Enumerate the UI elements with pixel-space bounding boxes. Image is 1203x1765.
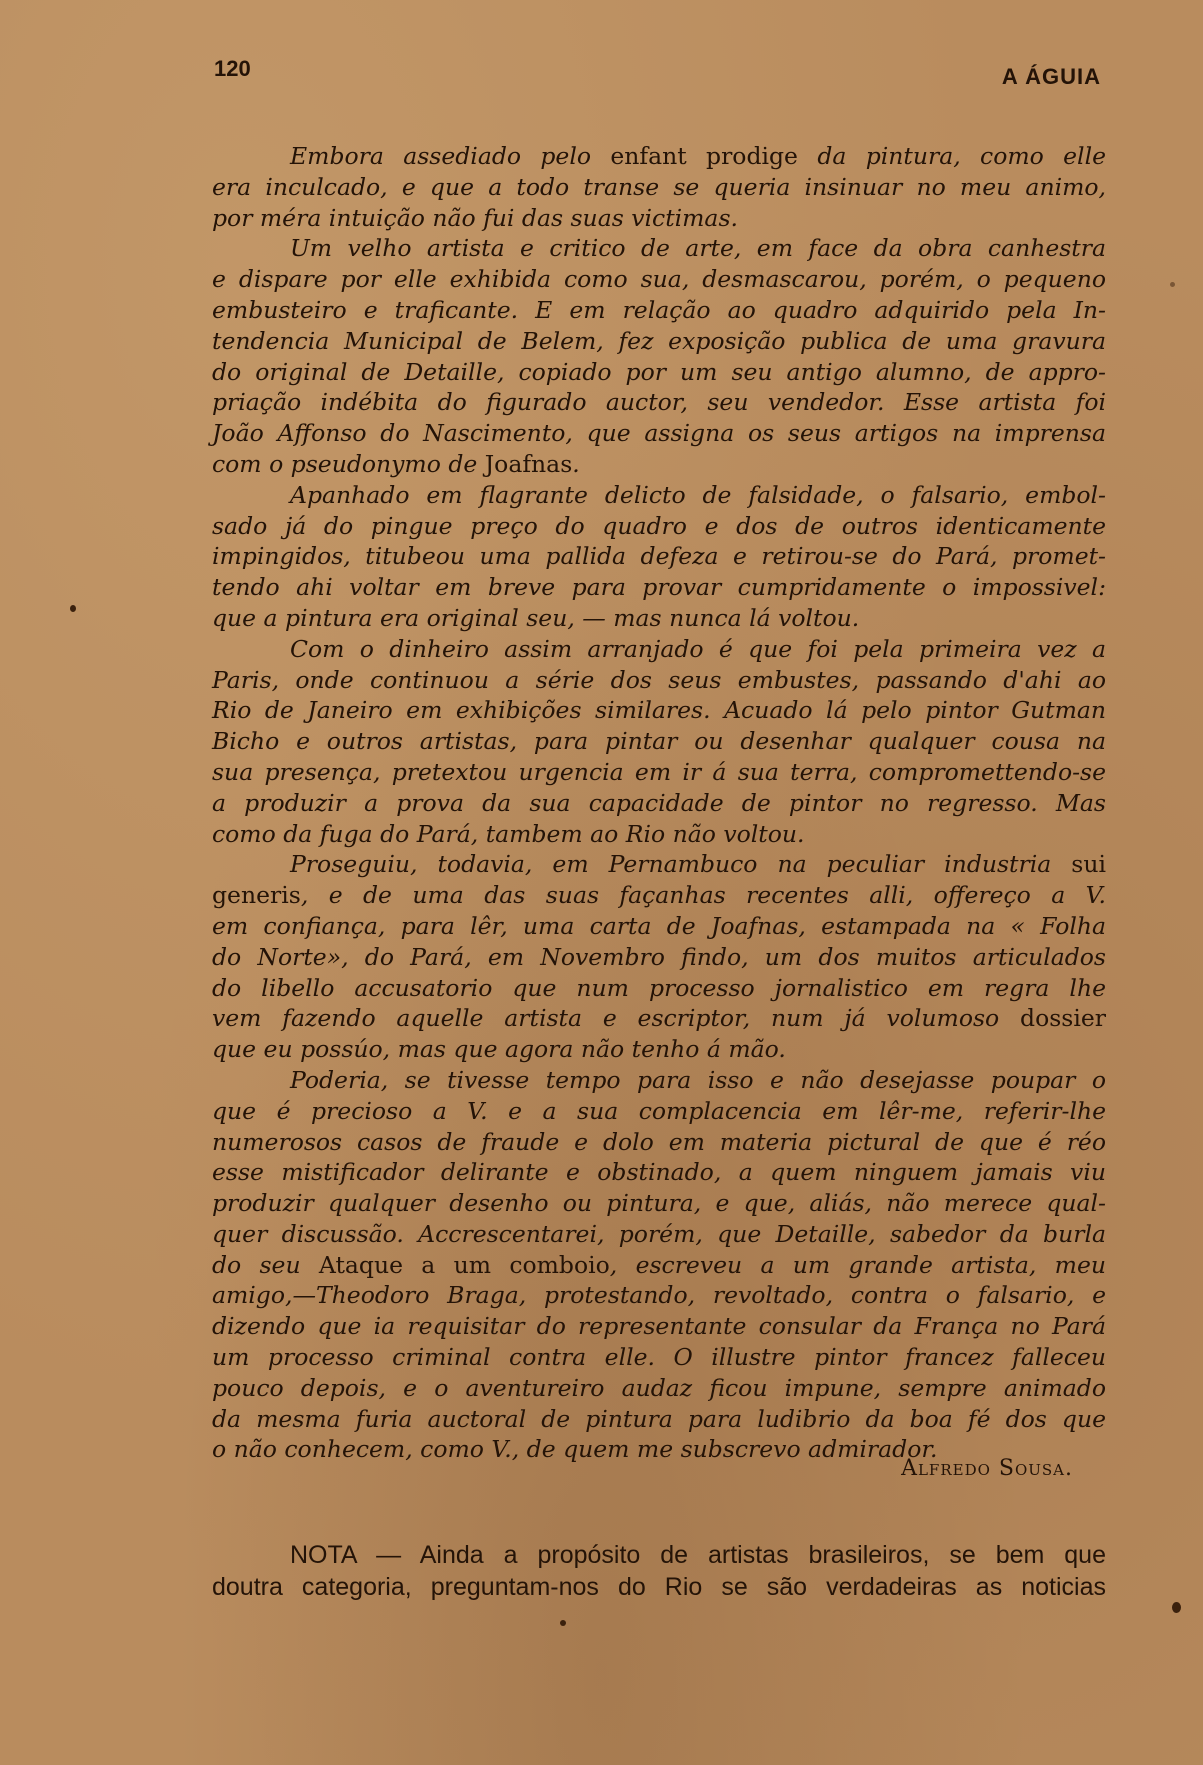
- text-line: [212, 203, 1106, 234]
- text-line-after: , escreveu a um grande artista, meu: [609, 1250, 1106, 1279]
- text-line: [212, 1219, 1106, 1250]
- text-line-main: do seu: [212, 1250, 319, 1279]
- text-line-main: sado já do pingue preço do quadro e dos de outros identicamente: [212, 511, 1106, 540]
- text-line-main: Apanhado em flagrante delicto de falsidade, o falsario, embol-: [290, 480, 1106, 509]
- text-line-main: amigo,—Theodoro Braga, protestando, revoltado, contra o falsario, e: [212, 1281, 1106, 1310]
- text-line: [212, 172, 1106, 203]
- text-line: [212, 449, 1106, 480]
- text-line-main: Bicho e outros artistas, para pintar ou desenhar qualquer cousa na: [212, 727, 1106, 756]
- text-line-main: da mesma furia auctoral de pintura para ludibrio da boa fé dos que: [212, 1404, 1106, 1433]
- text-line-main: Com o dinheiro assim arranjado é que foi pela primeira vez a: [290, 634, 1106, 663]
- text-line-main: Paris, onde continuou a série dos seus embustes, passando d'ahi ao: [212, 665, 1106, 694]
- text-line: [212, 819, 1106, 850]
- text-line-main: embusteiro e traficante. E em relação ao quadro adquirido pela In-: [212, 295, 1106, 324]
- text-line: [212, 634, 1106, 665]
- text-line-main: que eu possúo, mas que agora não tenho á mão.: [212, 1035, 786, 1064]
- page-header: [214, 56, 1101, 96]
- text-line-main: pouco depois, e o aventureiro audaz ficou impune, sempre animado: [212, 1373, 1106, 1402]
- text-line: [212, 788, 1106, 819]
- text-line-main: como da fuga do Pará, tambem ao Rio não voltou.: [212, 819, 805, 848]
- text-line: [212, 1404, 1106, 1435]
- text-line-main: que é precioso a V. e a sua complacencia em lêr-me, referir-lhe: [212, 1096, 1106, 1125]
- text-line: [212, 1342, 1106, 1373]
- text-line: [212, 1373, 1106, 1404]
- text-line: [212, 480, 1106, 511]
- text-line-main: sua presença, pretextou urgencia em ir á sua terra, compromettendo-se: [212, 757, 1106, 786]
- text-line-main: priação indébita do figurado auctor, seu vendedor. Esse artista foi: [212, 388, 1106, 417]
- text-line-main: numerosos casos de fraude e dolo em materia pictural de que é réo: [212, 1127, 1106, 1156]
- text-line: [212, 1157, 1106, 1188]
- text-line-main: em confiança, para lêr, uma carta de Joafnas, estampada na « Folha: [212, 911, 1106, 940]
- text-line: [212, 1311, 1106, 1342]
- text-line-main: do Norte», do Pará, em Novembro findo, um dos muitos articulados: [212, 942, 1106, 971]
- text-line-roman: Ataque a um comboio: [318, 1250, 610, 1279]
- text-line: [212, 295, 1106, 326]
- text-line-after: .: [572, 449, 580, 478]
- text-line-main: tendo ahi voltar em breve para provar cumpridamente o impossivel:: [212, 573, 1106, 602]
- text-line-main: era inculcado, e que a todo transe se queria insinuar no meu animo,: [212, 172, 1106, 201]
- note-line: NOTA — Ainda a propósito de artistas brasileiros, se bem que: [290, 1541, 1106, 1569]
- text-line: [212, 880, 1106, 911]
- text-line: [212, 849, 1106, 880]
- text-line: [212, 973, 1106, 1004]
- text-line: [212, 572, 1106, 603]
- text-line-main: por méra intuição não fui das suas victimas.: [212, 203, 738, 232]
- text-line-main: que a pintura era original seu, — mas nunca lá voltou.: [212, 603, 860, 632]
- text-line: [212, 757, 1106, 788]
- text-line: [212, 233, 1106, 264]
- text-line-main: um processo criminal contra elle. O illustre pintor francez falleceu: [212, 1343, 1106, 1372]
- note-line: doutra categoria, preguntam-nos do Rio se são verdadeiras as noticias: [212, 1573, 1106, 1601]
- text-line: [212, 1096, 1106, 1127]
- text-line-main: com o pseudonymo de: [212, 449, 485, 478]
- text-line-main: produzir qualquer desenho ou pintura, e que, aliás, não merece qual-: [212, 1189, 1106, 1218]
- text-line: [212, 418, 1106, 449]
- signature: Alfredo Sousa.: [901, 1456, 1073, 1481]
- text-line: [212, 1280, 1106, 1311]
- text-line-after: da pintura, como elle: [797, 142, 1107, 170]
- editor-note: [212, 1539, 1106, 1603]
- text-line: [212, 511, 1106, 542]
- text-line-main: impingidos, titubeou uma pallida defeza e retirou-se do Pará, promet-: [212, 542, 1106, 571]
- text-line: [212, 1003, 1106, 1034]
- text-line-main: Poderia, se tivesse tempo para isso e não desejasse poupar o: [290, 1065, 1106, 1094]
- text-line-main: a produzir a prova da sua capacidade de pintor no regresso. Mas: [212, 788, 1106, 817]
- text-line: [212, 1188, 1106, 1219]
- text-line-main: quer discussão. Accrescentarei, porém, que Detaille, sabedor da burla: [212, 1219, 1106, 1248]
- text-line-after: , e de uma das suas façanhas recentes alli, offereço a V.: [300, 881, 1106, 910]
- text-line-roman: Joafnas: [484, 449, 573, 478]
- text-line-roman: generis: [212, 881, 301, 910]
- text-line: [212, 1250, 1106, 1281]
- text-line: [212, 726, 1106, 757]
- text-line: [212, 1065, 1106, 1096]
- text-line: [212, 326, 1106, 357]
- text-line-main: Embora assediado pelo: [290, 142, 611, 170]
- text-line: [212, 665, 1106, 696]
- letter-body: [212, 141, 1106, 1465]
- text-line-main: vem fazendo aquelle artista e escriptor, num já volumoso: [212, 1004, 1021, 1033]
- text-line-main: Proseguiu, todavia, em Pernambuco na peculiar industria: [290, 850, 1072, 879]
- text-line: [212, 1127, 1106, 1158]
- running-title: A ÁGUIA: [1001, 64, 1101, 89]
- text-line-main: esse mistificador delirante e obstinado, a quem ninguem jamais viu: [212, 1158, 1106, 1187]
- text-line-main: o não conhecem, como V., de quem me subscrevo admirador.: [212, 1435, 938, 1464]
- text-line: [212, 357, 1106, 388]
- text-line: [212, 1034, 1106, 1065]
- text-line-roman: dossier: [1020, 1004, 1106, 1033]
- text-line: [212, 911, 1106, 942]
- page-number: 120: [214, 56, 251, 81]
- text-line: [212, 264, 1106, 295]
- text-line: [212, 942, 1106, 973]
- text-line-main: do original de Detaille, copiado por um seu antigo alumno, de appro-: [212, 357, 1106, 386]
- text-line-roman: sui: [1071, 850, 1106, 879]
- text-line: [212, 695, 1106, 726]
- text-line: [212, 603, 1106, 634]
- text-line-main: e dispare por elle exhibida como sua, desmascarou, porém, o pequeno: [212, 265, 1106, 294]
- text-line-main: João Affonso do Nascimento, que assigna os seus artigos na imprensa: [212, 419, 1106, 448]
- text-line: [212, 541, 1106, 572]
- text-line: [212, 387, 1106, 418]
- text-line-main: do libello accusatorio que num processo jornalistico em regra lhe: [212, 973, 1106, 1002]
- text-line-roman: enfant prodige: [610, 142, 798, 170]
- text-line-main: Um velho artista e critico de arte, em face da obra canhestra: [290, 234, 1106, 263]
- text-line-main: dizendo que ia requisitar do representante consular da França no Pará: [212, 1312, 1106, 1341]
- text-line: [212, 141, 1106, 172]
- text-line-main: tendencia Municipal de Belem, fez exposição publica de uma gravura: [212, 326, 1106, 355]
- text-line-main: Rio de Janeiro em exhibições similares. Acuado lá pelo pintor Gutman: [212, 696, 1106, 725]
